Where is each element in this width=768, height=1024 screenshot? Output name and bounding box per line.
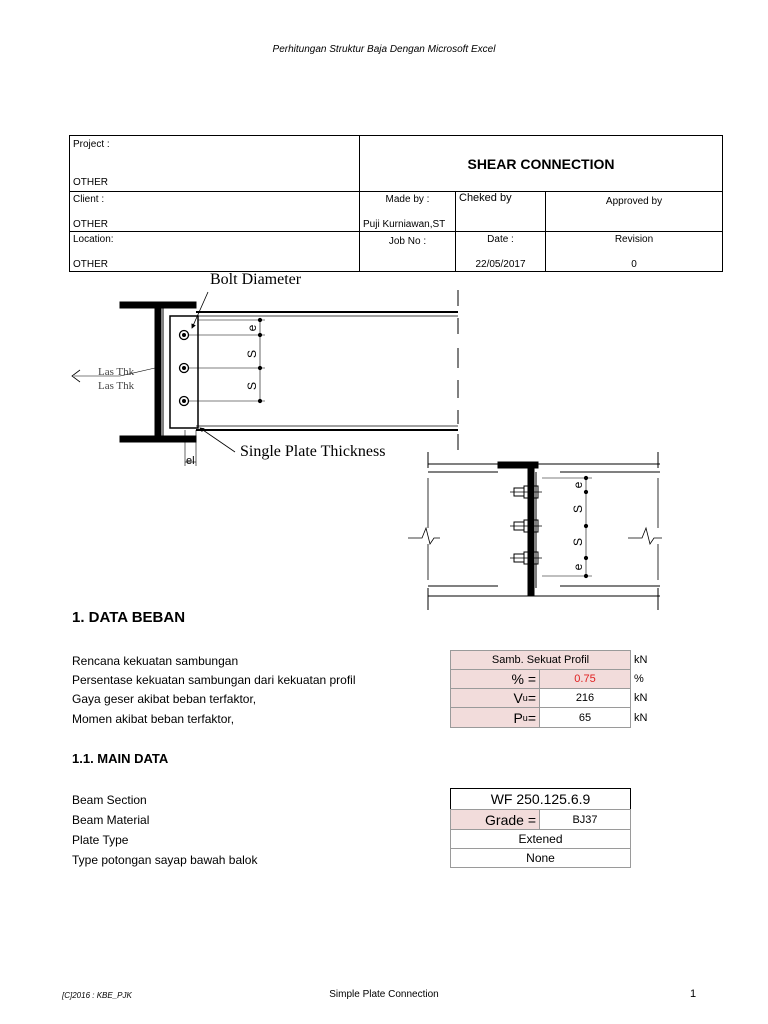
revision-value: 0: [631, 258, 637, 270]
load-row-label: Rencana kekuatan sambungan: [72, 654, 239, 668]
sheet-title: SHEAR CONNECTION: [360, 136, 723, 192]
section-title-main-data: 1.1. MAIN DATA: [72, 751, 169, 766]
approved-by-label: Approved by: [546, 192, 723, 232]
vu-symbol: [450, 688, 540, 708]
percent-input[interactable]: 0.75: [539, 669, 631, 689]
checked-by-label: Cheked by: [456, 192, 546, 232]
location-value: OTHER: [73, 258, 108, 270]
bolt-icon: [510, 486, 542, 498]
load-row-label: Persentase kekuatan sambungan dari kekuatan profil: [72, 673, 356, 687]
pu-symbol-equals: =: [527, 709, 536, 726]
made-by-value: Puji Kurniawan,ST: [363, 218, 446, 230]
grade-select[interactable]: BJ37: [539, 809, 631, 830]
bolt-spacing-label: S: [571, 537, 585, 547]
column-web: [155, 308, 161, 436]
weld-thk-label: Las Thk: [98, 380, 135, 392]
made-by-label: Made by :: [385, 193, 430, 205]
section-title-data-beban: 1. DATA BEBAN: [72, 609, 186, 626]
edge-distance-label: e: [245, 324, 259, 332]
vu-symbol-letter: V: [513, 690, 523, 706]
date-value: 22/05/2017: [475, 258, 526, 270]
cut-type-select[interactable]: None: [450, 848, 631, 868]
bolt-spacing-label: S: [245, 381, 259, 391]
project-info-table: [69, 135, 723, 272]
date-cell: [456, 232, 546, 272]
vu-symbol-equals: =: [527, 690, 536, 706]
beam-material-label: Beam Material: [72, 813, 150, 827]
edge-distance-label: e: [571, 481, 585, 489]
column-top-flange: [120, 302, 196, 308]
load-row-label: Momen akibat beban terfaktor,: [72, 712, 235, 726]
beam-section-label: Beam Section: [72, 793, 147, 807]
plate-type-label: Plate Type: [72, 833, 129, 847]
unit-label: kN: [634, 692, 648, 704]
footer-copyright: [C]2016 : KBE_PJK: [62, 991, 132, 1000]
bolt-icon: [510, 552, 542, 564]
project-value: OTHER: [73, 177, 108, 188]
side-view-connection-drawing: [60, 268, 480, 473]
bolt-icon: [510, 520, 542, 532]
bolt-icon: [180, 331, 189, 340]
document-header-title: Perhitungan Struktur Baja Dengan Microsoft Excel: [272, 44, 496, 55]
pu-symbol: [450, 707, 540, 728]
load-row-label: Gaya geser akibat beban terfaktor,: [72, 692, 257, 706]
section-view-connection-drawing: [400, 448, 670, 618]
job-no-label: Job No :: [360, 232, 456, 272]
project-label: Project :: [73, 139, 110, 150]
cut-type-label: Type potongan sayap bawah balok: [72, 853, 258, 867]
bolt-diameter-label: Bolt Diameter: [210, 271, 302, 288]
plate-thickness-label: Single Plate Thickness: [240, 443, 386, 460]
location-cell: [70, 232, 360, 272]
made-by-cell: [360, 192, 456, 232]
weld-thk-label: Las Thk: [98, 366, 135, 378]
beam-section-select[interactable]: WF 250.125.6.9: [450, 788, 631, 810]
location-label: Location:: [73, 233, 114, 245]
footer-sheet-name: Simple Plate Connection: [329, 989, 439, 1000]
client-label: Client :: [73, 193, 105, 205]
column-bottom-flange: [120, 436, 196, 442]
vu-input[interactable]: 216: [539, 688, 631, 708]
edge-distance-label: el: [186, 455, 195, 467]
unit-label: kN: [634, 712, 648, 724]
bolt-icon: [180, 364, 189, 373]
revision-cell: [546, 232, 723, 272]
unit-label: %: [634, 673, 644, 685]
pu-input[interactable]: 65: [539, 707, 631, 728]
connection-strength-select[interactable]: Samb. Sekuat Profil: [450, 650, 631, 670]
percent-symbol: % =: [450, 669, 540, 689]
project-cell: [70, 136, 360, 192]
plate-type-select[interactable]: Extened: [450, 829, 631, 849]
bolt-spacing-label: S: [571, 504, 585, 514]
revision-label: Revision: [614, 233, 654, 245]
client-value: OTHER: [73, 218, 108, 230]
edge-distance-label: e: [571, 563, 585, 571]
pu-symbol-letter: P: [513, 709, 523, 726]
grade-symbol: Grade =: [450, 809, 540, 830]
pu-symbol-subscript: u: [522, 712, 528, 723]
client-cell: [70, 192, 360, 232]
date-label: Date :: [487, 233, 514, 245]
unit-label: kN: [634, 654, 648, 666]
vu-symbol-subscript: u: [522, 693, 528, 703]
footer-page-number: 1: [690, 988, 697, 1000]
bolt-spacing-label: S: [245, 349, 259, 359]
bolt-icon: [180, 397, 189, 406]
